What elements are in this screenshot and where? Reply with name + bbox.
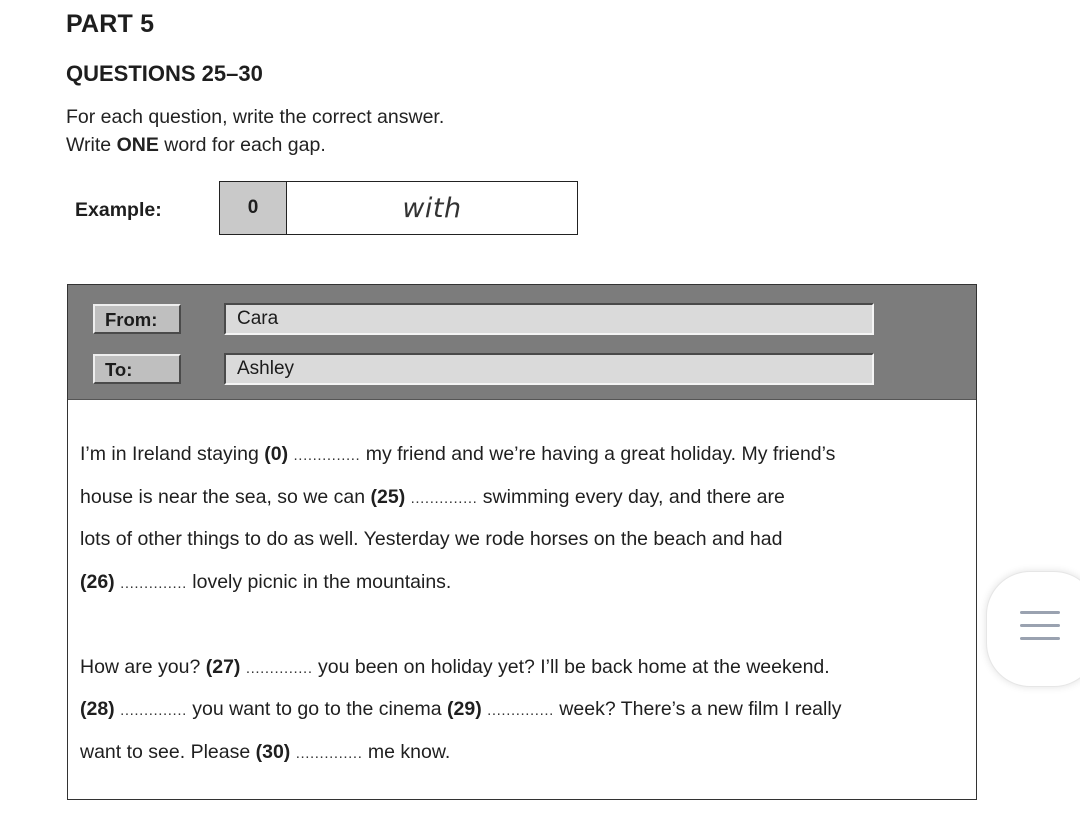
email-line: [80, 518, 956, 561]
gap-number-27: (27): [205, 655, 241, 678]
instruction-text: word for each gap.: [158, 134, 326, 156]
email-text: How are you?: [80, 655, 206, 678]
gap-number-0: (0): [264, 443, 289, 465]
gap-dots: ..............: [487, 702, 554, 719]
gap-number-29: (29): [447, 698, 482, 720]
example-number: 0: [220, 182, 287, 234]
to-field: Ashley: [224, 353, 874, 385]
instruction-line-1: For each question, write the correct answer.: [66, 106, 445, 128]
email-body: [80, 433, 956, 773]
instruction-line-2: [66, 134, 326, 157]
menu-icon[interactable]: [1020, 611, 1060, 650]
from-label: From:: [93, 304, 181, 334]
example-label: Example:: [75, 199, 162, 221]
gap-dots: ..............: [295, 744, 363, 762]
email-text: me know.: [362, 740, 451, 763]
email-text: you want to go to the cinema: [186, 698, 448, 720]
email-text: I’m in Ireland staying: [80, 443, 265, 465]
gap-dots: ..............: [293, 447, 361, 464]
instruction-text: Write: [66, 134, 117, 156]
gap-number-25: (25): [370, 485, 406, 508]
email-text: lots of other things to do as well. Yesterday we rode horses on the beach and had: [80, 528, 783, 550]
email-line: [80, 688, 956, 731]
email-line: [80, 476, 956, 519]
email-line: [80, 646, 956, 689]
email-text: want to see. Please: [80, 740, 256, 763]
example-answer: with: [402, 192, 462, 224]
gap-number-30: (30): [255, 740, 291, 763]
email-text: you been on holiday yet? I’ll be back home at the weekend.: [312, 655, 830, 678]
email-text: week? There’s a new film I really: [553, 698, 842, 720]
gap-number-28: (28): [80, 698, 115, 720]
email-text: swimming every day, and there are: [477, 485, 785, 508]
gap-dots: ..............: [120, 574, 187, 592]
part-title: PART 5: [66, 10, 155, 38]
email-header: [68, 285, 976, 400]
questions-title: QUESTIONS 25–30: [66, 61, 263, 86]
email-text: house is near the sea, so we can: [80, 485, 371, 508]
email-text: lovely picnic in the mountains.: [186, 570, 452, 593]
email-line: [80, 731, 956, 774]
email-panel: [67, 284, 977, 800]
email-line: [80, 561, 956, 604]
instruction-emphasis: ONE: [116, 134, 159, 156]
to-label: To:: [93, 354, 181, 384]
gap-dots: ..............: [410, 489, 478, 507]
email-line: [80, 433, 956, 476]
gap-dots: ..............: [120, 702, 187, 719]
example-answer-box: [219, 181, 578, 235]
email-text: my friend and we’re having a great holiday. My friend’s: [360, 443, 836, 465]
from-field: Cara: [224, 303, 874, 335]
gap-number-26: (26): [80, 570, 115, 593]
gap-dots: ..............: [245, 659, 313, 677]
floating-menu-button[interactable]: [986, 571, 1080, 687]
